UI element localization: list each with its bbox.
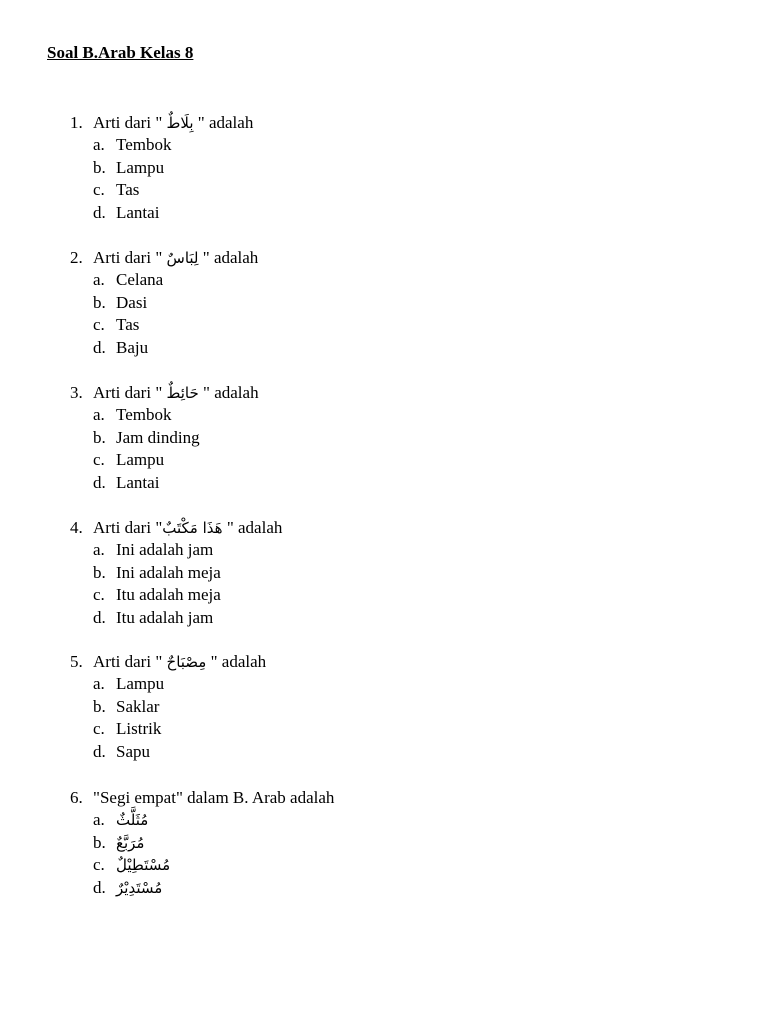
option-a	[70, 809, 670, 832]
option-a	[70, 539, 670, 562]
option-text: مُسْتَدِيْرٌ	[116, 878, 163, 897]
option-list	[70, 269, 670, 359]
question-number: 5.	[70, 652, 83, 671]
option-letter: c.	[93, 855, 105, 875]
option-letter: d.	[93, 877, 106, 897]
option-text: Sapu	[116, 741, 150, 761]
option-c	[70, 854, 670, 877]
question-5	[70, 651, 670, 763]
option-letter: d.	[93, 472, 106, 492]
option-text: Celana	[116, 270, 164, 289]
option-a	[70, 673, 670, 696]
option-letter: a.	[93, 674, 105, 693]
option-list	[70, 134, 670, 224]
question-prompt	[70, 651, 670, 673]
document-title: Soal B.Arab Kelas 8	[47, 43, 194, 62]
option-text: مُثَلَّثٌ	[116, 811, 149, 829]
question-prefix: Arti dari "	[93, 248, 163, 267]
arabic-term: هَذَا مَكْتَبٌ	[162, 519, 223, 537]
option-text: Baju	[116, 337, 149, 357]
option-c	[70, 718, 670, 741]
option-letter: d.	[93, 337, 106, 357]
option-b	[70, 696, 670, 719]
option-letter: a.	[93, 810, 105, 829]
question-suffix: " adalah	[203, 383, 259, 402]
option-letter: b.	[93, 562, 106, 582]
option-text: Ini adalah jam	[116, 540, 214, 559]
option-letter: b.	[93, 832, 106, 852]
option-letter: a.	[93, 540, 105, 559]
option-b	[70, 292, 670, 315]
option-text: Lantai	[116, 472, 160, 492]
option-letter: a.	[93, 135, 105, 154]
option-text: Ini adalah meja	[116, 562, 221, 582]
option-a	[70, 134, 670, 157]
option-letter: b.	[93, 292, 106, 312]
option-letter: c.	[93, 180, 105, 200]
option-list	[70, 809, 670, 899]
option-d	[70, 472, 670, 495]
option-text: Jam dinding	[116, 427, 200, 447]
question-number: 1.	[70, 113, 83, 132]
option-letter: c.	[93, 719, 105, 739]
question-4	[70, 517, 670, 629]
option-d	[70, 202, 670, 225]
question-prefix: Arti dari "	[93, 113, 163, 132]
option-text: Lampu	[116, 157, 165, 177]
option-text: Lampu	[116, 674, 165, 693]
arabic-term: حَائِطٌ	[166, 384, 199, 402]
question-prompt	[70, 787, 670, 809]
option-letter: c.	[93, 450, 105, 470]
question-prefix: Arti dari "	[93, 518, 163, 537]
question-6	[70, 787, 670, 899]
option-letter: d.	[93, 741, 106, 761]
option-letter: d.	[93, 202, 106, 222]
arabic-term: بِلَاطٌ	[166, 114, 194, 132]
option-letter: b.	[93, 696, 106, 716]
option-text: Tas	[116, 180, 140, 200]
question-number: 4.	[70, 518, 83, 537]
question-prompt	[70, 382, 670, 404]
question-3	[70, 382, 670, 494]
option-text: Itu adalah meja	[116, 585, 221, 605]
question-prompt	[70, 247, 670, 269]
option-letter: d.	[93, 607, 106, 627]
option-text: Dasi	[116, 292, 148, 312]
question-suffix: " adalah	[202, 248, 259, 267]
option-text: Lampu	[116, 450, 165, 470]
question-1	[70, 112, 670, 224]
question-suffix: " adalah	[226, 518, 283, 537]
question-2	[70, 247, 670, 359]
option-list	[70, 404, 670, 494]
option-d	[70, 741, 670, 764]
option-text: Tembok	[116, 135, 172, 154]
option-text: مُرَبَّعٌ	[116, 833, 145, 852]
option-b	[70, 427, 670, 450]
option-c	[70, 179, 670, 202]
question-number: 6.	[70, 788, 83, 807]
option-text: مُسْتَطِيْلٌ	[116, 856, 171, 875]
option-letter: c.	[93, 585, 105, 605]
option-c	[70, 314, 670, 337]
option-b	[70, 157, 670, 180]
option-letter: b.	[93, 157, 106, 177]
option-list	[70, 673, 670, 763]
option-letter: a.	[93, 405, 105, 424]
option-d	[70, 877, 670, 900]
question-prefix: Arti dari "	[93, 383, 163, 402]
question-prefix: Arti dari "	[93, 652, 163, 671]
question-suffix: " adalah	[197, 113, 254, 132]
option-letter: c.	[93, 315, 105, 335]
question-prompt	[70, 517, 670, 539]
option-a	[70, 404, 670, 427]
option-text: Itu adalah jam	[116, 607, 214, 627]
option-b	[70, 562, 670, 585]
option-letter: b.	[93, 427, 106, 447]
option-a	[70, 269, 670, 292]
option-b	[70, 832, 670, 855]
option-text: Tembok	[116, 405, 172, 424]
option-text: Tas	[116, 315, 140, 335]
question-prefix: "Segi empat" dalam B. Arab adalah	[93, 788, 335, 807]
question-number: 3.	[70, 383, 83, 402]
option-text: Lantai	[116, 202, 160, 222]
question-suffix: " adalah	[210, 652, 267, 671]
arabic-term: مِصْبَاحٌ	[166, 653, 207, 671]
question-prompt	[70, 112, 670, 134]
option-list	[70, 539, 670, 629]
option-text: Listrik	[116, 719, 162, 739]
question-number: 2.	[70, 248, 83, 267]
option-c	[70, 584, 670, 607]
option-letter: a.	[93, 270, 105, 289]
arabic-term: لِبَاسٌ	[166, 249, 199, 267]
option-d	[70, 607, 670, 630]
option-c	[70, 449, 670, 472]
option-d	[70, 337, 670, 360]
option-text: Saklar	[116, 696, 160, 716]
